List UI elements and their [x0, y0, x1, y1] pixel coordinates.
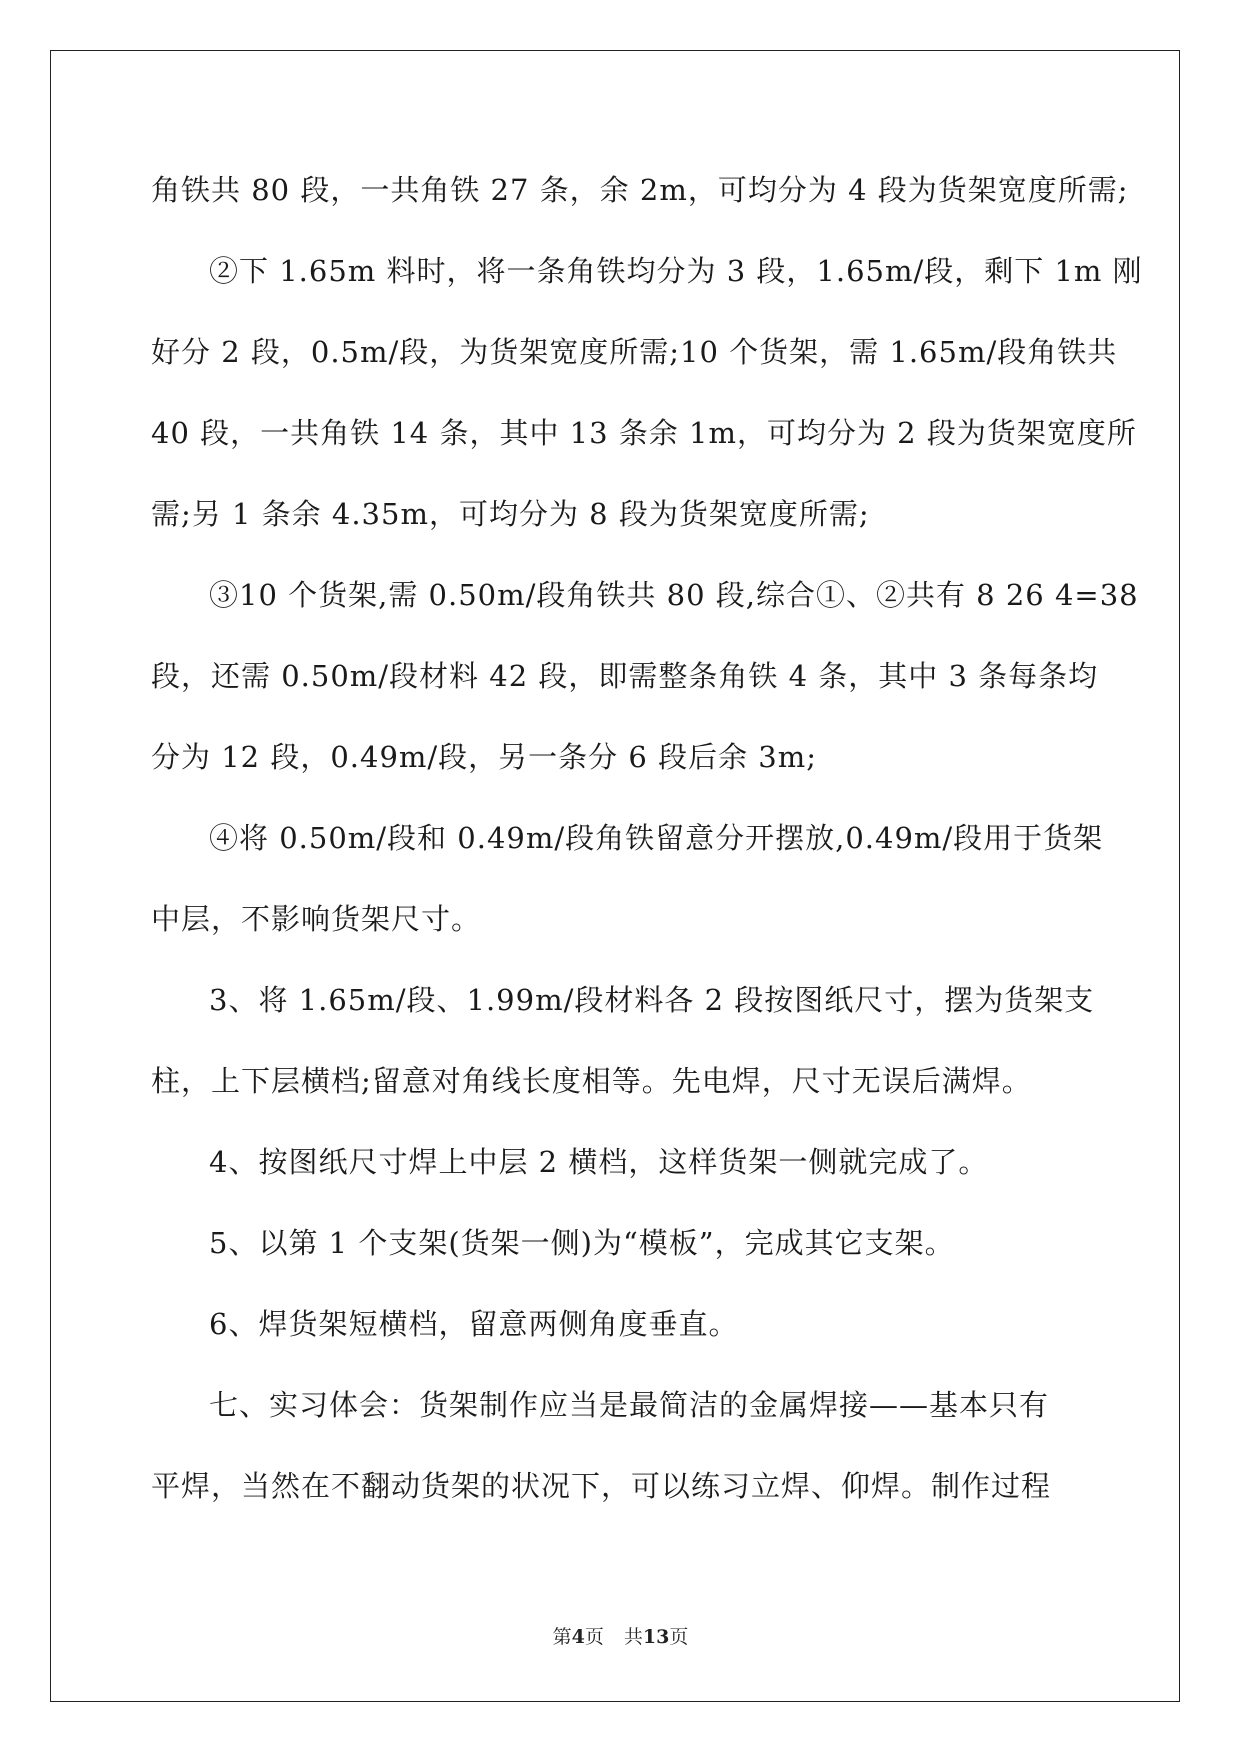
footer-page-number: 4 [571, 1626, 585, 1648]
page-footer [0, 1622, 1241, 1649]
text-line: 5、以第 1 个支架(货架一侧)为“模板”，完成其它支架。 [209, 1226, 955, 1260]
text-line: 4、按图纸尺寸焊上中层 2 横档，这样货架一侧就完成了。 [209, 1145, 989, 1179]
document-body [151, 160, 1143, 1537]
footer-page-suffix: 页 [584, 1626, 604, 1648]
text-line: 中层，不影响货架尺寸。 [151, 902, 482, 936]
text-line: 七、实习体会：货架制作应当是最简洁的金属焊接——基本只有 [209, 1388, 1050, 1422]
text-line: 段，还需 0.50m/段材料 42 段，即需整条角铁 4 条，其中 3 条每条均 [151, 659, 1099, 693]
footer-page-prefix: 第 [552, 1626, 572, 1648]
text-line: 平焊，当然在不翻动货架的状况下，可以练习立焊、仰焊。制作过程 [151, 1469, 1052, 1503]
text-line: ④将 0.50m/段和 0.49m/段角铁留意分开摆放,0.49m/段用于货架 [209, 821, 1104, 855]
text-line: 角铁共 80 段，一共角铁 27 条，余 2m，可均分为 4 段为货架宽度所需; [151, 173, 1129, 207]
text-line: 3、将 1.65m/段、1.99m/段材料各 2 段按图纸尺寸，摆为货架支 [209, 983, 1095, 1017]
text-line: 40 段，一共角铁 14 条，其中 13 条余 1m，可均分为 2 段为货架宽度所 [151, 416, 1137, 450]
footer-total-prefix: 共 [623, 1626, 643, 1648]
text-line: ②下 1.65m 料时，将一条角铁均分为 3 段，1.65m/段，剩下 1m 刚 [209, 254, 1143, 288]
text-line: 6、焊货架短横档，留意两侧角度垂直。 [209, 1307, 739, 1341]
text-line: ③10 个货架,需 0.50m/段角铁共 80 段,综合①、②共有 8 26 4=38 [209, 578, 1139, 612]
footer-total-pages: 13 [642, 1626, 670, 1648]
text-line: 柱，上下层横档;留意对角线长度相等。先电焊，尺寸无误后满焊。 [151, 1064, 1032, 1098]
text-line: 分为 12 段，0.49m/段，另一条分 6 段后余 3m; [151, 740, 818, 774]
footer-total-suffix: 页 [669, 1626, 689, 1648]
text-line: 需;另 1 条余 4.35m，可均分为 8 段为货架宽度所需; [151, 497, 870, 531]
text-line: 好分 2 段，0.5m/段，为货架宽度所需;10 个货架，需 1.65m/段角铁共 [151, 335, 1118, 369]
